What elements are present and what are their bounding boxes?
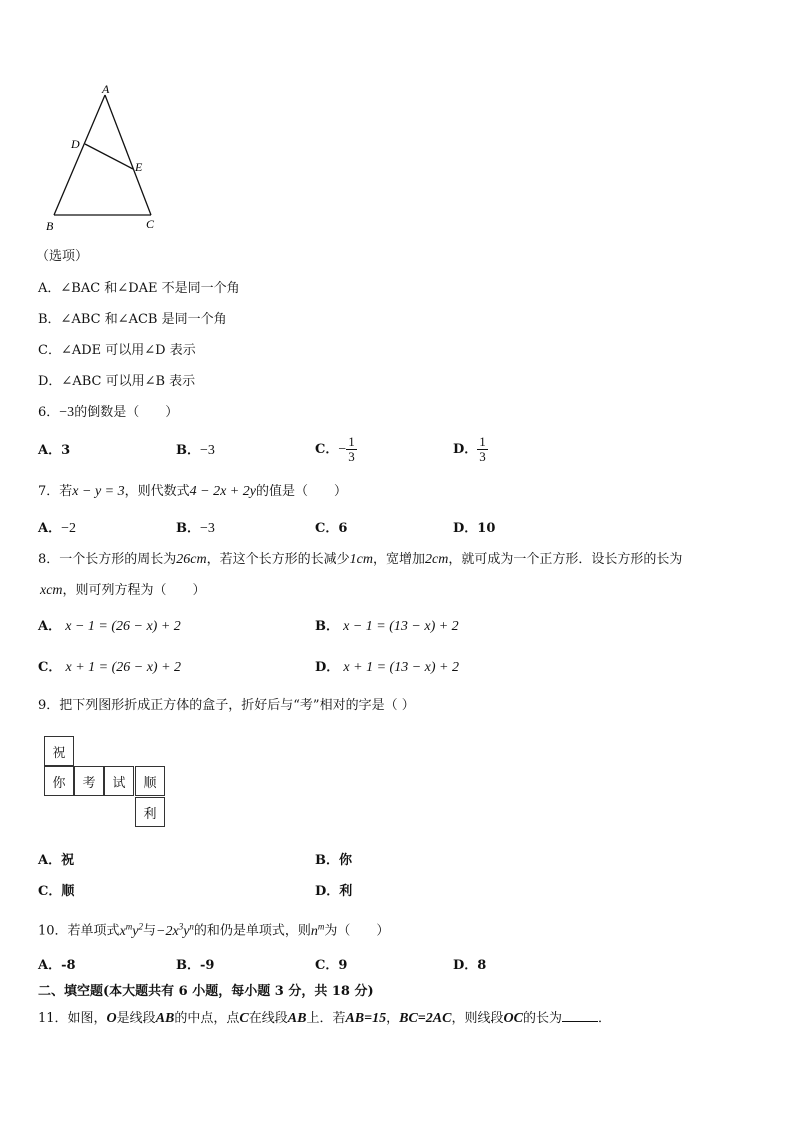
q11-text6: ， bbox=[386, 1011, 400, 1026]
q7-option-b bbox=[176, 522, 215, 536]
q11-answer-blank[interactable] bbox=[562, 1021, 598, 1022]
q7-number: 7． bbox=[38, 484, 60, 499]
q11-text5: 上．若 bbox=[306, 1011, 346, 1026]
q8-value2: 1cm bbox=[349, 552, 373, 567]
q9-option-d: D．利 bbox=[315, 884, 353, 899]
q10-text2: 与 bbox=[143, 923, 157, 939]
q10-text4: 为（ ） bbox=[324, 923, 390, 939]
q9-option-a: A．祝 bbox=[38, 853, 75, 868]
q8-a-label: A． bbox=[38, 619, 62, 634]
q10-coef-x-exp: 3 bbox=[178, 921, 184, 931]
q10-y-exp: 2 bbox=[138, 921, 143, 931]
q6-number: 6． bbox=[38, 405, 60, 420]
q8-c-equation: x + 1 = (26 − x) + 2 bbox=[65, 660, 182, 675]
q7-a-value: −2 bbox=[61, 521, 76, 536]
q8-value3: 2cm bbox=[424, 552, 449, 567]
q8-text4: ，就可成为一个正方形．设长方形的长为 bbox=[448, 552, 683, 567]
q9-stem: 9．把下列图形折成正方体的盒子，折好后与“考”相对的字是（ ） bbox=[38, 698, 415, 713]
q10-y2-exp: n bbox=[189, 921, 194, 931]
q10-number: 10． bbox=[38, 923, 68, 939]
q8-value1: 26cm bbox=[176, 552, 207, 567]
q6-stem bbox=[38, 406, 178, 420]
q10-stem bbox=[38, 922, 389, 939]
q6-c-label: C． bbox=[315, 442, 339, 457]
cube-net-cell-li: 利 bbox=[135, 797, 165, 827]
q6-c-numerator: 1 bbox=[348, 434, 355, 450]
q5-option-a: A．∠BAC 和∠DAE 不是同一个角 bbox=[38, 281, 240, 296]
q6-d-numerator: 1 bbox=[479, 434, 486, 450]
q6-option-b bbox=[176, 444, 215, 458]
q5-option-c: C．∠ADE 可以用∠D 表示 bbox=[38, 343, 196, 358]
cube-net bbox=[44, 736, 168, 829]
q8-stem-line1 bbox=[38, 553, 682, 567]
q8-option-d bbox=[315, 661, 459, 675]
q7-a-label: A． bbox=[38, 521, 62, 536]
cube-net-cell-ni: 你 bbox=[44, 766, 74, 796]
q7-mid: ，则代数式 bbox=[124, 484, 190, 499]
q10-n-exp: m bbox=[317, 921, 325, 931]
q10-y: y bbox=[132, 923, 139, 939]
q8-text1: 一个长方形的周长为 bbox=[59, 552, 177, 567]
q7-post: 的值是（ ） bbox=[255, 484, 347, 499]
q7-condition: x − y = 3 bbox=[72, 484, 125, 499]
q11-text2: 是线段 bbox=[116, 1011, 156, 1026]
q10-option-c: C．9 bbox=[315, 958, 348, 973]
cube-net-cell-shun: 顺 bbox=[135, 766, 165, 796]
options-heading: （选项） bbox=[36, 249, 89, 264]
q6-c-fraction bbox=[346, 435, 357, 463]
q6-b-value: −3 bbox=[200, 443, 215, 458]
q8-number: 8． bbox=[38, 552, 60, 567]
q8-d-equation: x + 1 = (13 − x) + 2 bbox=[343, 660, 459, 675]
q6-option-c bbox=[315, 433, 357, 467]
triangle-figure bbox=[40, 82, 170, 238]
q10-x-exp: m bbox=[125, 921, 133, 931]
q11-ab2: AB bbox=[287, 1011, 307, 1026]
label-c: C bbox=[146, 217, 155, 231]
label-d: D bbox=[71, 137, 80, 151]
q8-b-label: B． bbox=[315, 619, 339, 634]
q7-pre: 若 bbox=[59, 484, 73, 499]
q7-expression: 4 − 2x + 2y bbox=[189, 484, 256, 499]
q11-text3: 的中点，点 bbox=[174, 1011, 240, 1026]
q8-option-a bbox=[38, 620, 181, 634]
q11-ab: AB bbox=[155, 1011, 175, 1026]
q10-option-a: A．-8 bbox=[38, 958, 76, 973]
q8-value4: xcm bbox=[40, 583, 63, 598]
q11-cond2: BC=2AC bbox=[399, 1011, 452, 1026]
label-e: E bbox=[135, 160, 143, 174]
q10-n: n bbox=[310, 923, 318, 939]
q11-text1: 11．如图， bbox=[38, 1011, 107, 1026]
q7-option-d: D．10 bbox=[453, 521, 496, 536]
q6-option-d bbox=[453, 433, 488, 467]
q7-b-value: −3 bbox=[200, 521, 215, 536]
q8-b-equation: x − 1 = (13 − x) + 2 bbox=[343, 619, 459, 634]
q7-b-label: B． bbox=[176, 521, 200, 536]
q8-text3: ，宽增加 bbox=[372, 552, 425, 567]
cube-net-cell-kao: 考 bbox=[74, 766, 104, 796]
q8-c-label: C． bbox=[38, 660, 62, 675]
q11-end: ． bbox=[597, 1011, 611, 1026]
side-ab bbox=[54, 95, 105, 215]
q11-stem bbox=[38, 1012, 611, 1026]
q6-c-sign: − bbox=[338, 442, 347, 457]
q8-option-b bbox=[315, 620, 459, 634]
q11-text8: 的长为 bbox=[522, 1011, 562, 1026]
q10-term1 bbox=[119, 921, 143, 939]
q8-text2: ，若这个长方形的长减少 bbox=[206, 552, 350, 567]
q8-a-equation: x − 1 = (26 − x) + 2 bbox=[65, 619, 181, 634]
q10-coef-x: −2x bbox=[156, 923, 179, 939]
q8-text5: ，则可列方程为（ ） bbox=[62, 583, 206, 598]
q10-text1: 若单项式 bbox=[67, 923, 120, 939]
q10-option-b: B．-9 bbox=[176, 958, 215, 973]
q10-power bbox=[310, 921, 325, 939]
q10-y2: y bbox=[183, 923, 190, 939]
label-b: B bbox=[46, 219, 54, 233]
section2-heading: 二、填空题(本大题共有 6 小题，每小题 3 分，共 18 分) bbox=[38, 984, 374, 999]
q6-text: 的倒数是（ ） bbox=[74, 405, 179, 420]
q11-c: C bbox=[239, 1011, 249, 1026]
q10-term2 bbox=[156, 921, 194, 939]
q9-option-b: B．你 bbox=[315, 853, 352, 868]
q7-stem bbox=[38, 485, 347, 499]
q6-math: −3 bbox=[59, 405, 75, 420]
cube-net-cell-shi: 试 bbox=[104, 766, 134, 796]
q8-stem-line2 bbox=[40, 584, 206, 598]
q5-option-b: B．∠ABC 和∠ACB 是同一个角 bbox=[38, 312, 227, 327]
q10-text3: 的和仍是单项式，则 bbox=[193, 923, 311, 939]
q10-x: x bbox=[119, 923, 126, 939]
q6-d-denominator: 3 bbox=[479, 449, 486, 464]
q7-option-a bbox=[38, 522, 76, 536]
q7-option-c: C．6 bbox=[315, 521, 348, 536]
q6-b-label: B． bbox=[176, 443, 200, 458]
q5-option-d: D．∠ABC 可以用∠B 表示 bbox=[38, 374, 196, 389]
q6-option-a: A．3 bbox=[38, 443, 71, 458]
q8-option-c bbox=[38, 661, 181, 675]
q11-text4: 在线段 bbox=[248, 1011, 288, 1026]
q11-o: O bbox=[106, 1011, 117, 1026]
q11-cond1: AB=15 bbox=[345, 1011, 387, 1026]
q10-option-d: D．8 bbox=[453, 958, 487, 973]
q6-d-fraction bbox=[477, 435, 488, 463]
q11-oc: OC bbox=[503, 1011, 523, 1026]
q6-c-denominator: 3 bbox=[348, 449, 355, 464]
side-ac bbox=[105, 95, 151, 215]
q11-text7: ，则线段 bbox=[451, 1011, 504, 1026]
q9-option-c: C．顺 bbox=[38, 884, 75, 899]
q8-d-label: D． bbox=[315, 660, 340, 675]
cube-net-cell-zhu: 祝 bbox=[44, 736, 74, 766]
label-a: A bbox=[102, 82, 110, 96]
q6-d-label: D． bbox=[453, 442, 478, 457]
